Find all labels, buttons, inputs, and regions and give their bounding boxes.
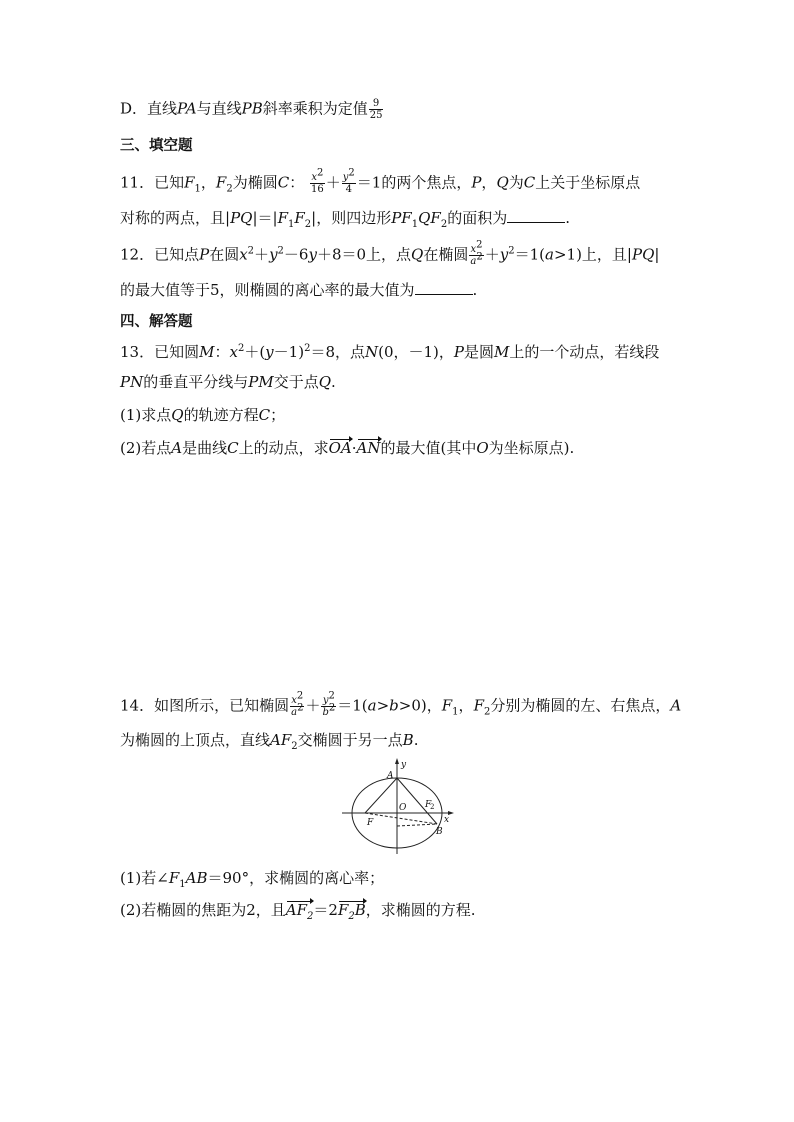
fraction-x2-a2: $\frac{x^2}{a^2}$ <box>291 690 304 718</box>
q11-line2: 对称的两点，且$|PQ|=|F_1F_2|$，则四边形$PF_1QF_2$的面积为 . <box>120 209 570 230</box>
section-heading-fill-in: 三、填空题 <box>120 138 193 154</box>
fraction-9-25: $\frac{9}{25}$ <box>369 98 383 121</box>
q12-line2: 的最大值等于5，则椭圆的离心率的最大值为 . <box>120 281 478 299</box>
answer-blank <box>507 208 565 223</box>
vector-oa: OA <box>328 439 352 457</box>
fraction-y2-4: $\frac{y^2}{4}$ <box>342 167 355 195</box>
label-f1: F <box>367 818 374 828</box>
q14-line1: 14．如图所示，已知椭圆 $\frac{x^2}{a^2}$ ＋ $\frac{y^2}{b^2}$ ＝1(a>b>0)，$F_1$，$F_2$分别为椭圆的左、右焦点，A <box>120 690 682 718</box>
q13-line1: 13．已知圆M：$x^2+(y-1)^2=8$，点N(0，－1)，P是圆M上的一个动点，若线段 <box>120 343 660 361</box>
ellipse-figure <box>340 758 460 856</box>
dashed-lower <box>397 824 437 826</box>
q13-part1: (1)求点Q的轨迹方程C； <box>120 406 286 424</box>
q13-part2: (2)若点A是曲线C上的动点，求OA·AN的最大值(其中O为坐标原点). <box>120 439 575 457</box>
q11-line1: 11．已知$F_1$，$F_2$为椭圆C： $\frac{x^2}{16}$ ＋ $\frac{y^2}{4}$ ＝1的两个焦点，P，Q为C上关于坐标原点 <box>120 167 641 195</box>
option-d: D．直线PA与直线PB斜率乘积为定值 $\frac{9}{25}$ <box>120 98 383 121</box>
label-x: x <box>444 815 450 825</box>
label-f2-sub: 2 <box>430 803 435 811</box>
label-y: y <box>401 760 407 770</box>
label-f2: F <box>425 800 432 810</box>
y-axis-arrow <box>395 758 399 764</box>
section-heading-solve: 四、解答题 <box>120 314 193 330</box>
vector-an: AN <box>356 439 381 457</box>
q13-line2: PN的垂直平分线与PM交于点Q. <box>120 373 336 391</box>
label-b: B <box>436 827 443 837</box>
q12-line1: 12．已知点P在圆$x^2+y^2-6y+8=0$上，点Q在椭圆 $\frac{x^2}{a^2}$ $+y^2=1(a>1)$上，且|PQ| <box>120 239 660 267</box>
fraction-x2-a2: $\frac{x^2}{a^2}$ <box>470 239 483 267</box>
q14-line2: 为椭圆的上顶点，直线$AF_2$交椭圆于另一点B. <box>120 731 419 752</box>
label-a: A <box>387 771 394 781</box>
fraction-y2-b2: $\frac{y^2}{b^2}$ <box>322 690 336 718</box>
vector-f2b: $F_2B$ <box>337 901 366 922</box>
vector-af2: $AF_2$ <box>285 901 314 922</box>
q14-part2: (2)若椭圆的焦距为2，且$AF_2=2F_2B$，求椭圆的方程. <box>120 901 476 922</box>
label-o: O <box>399 803 407 813</box>
dashed-f1-b <box>365 813 437 824</box>
line-f1-a <box>365 778 397 813</box>
fraction-x2-16: $\frac{x^2}{16}$ <box>311 167 324 195</box>
q14-part1: (1)若$\angle F_1AB=90^\circ$，求椭圆的离心率； <box>120 869 385 890</box>
answer-blank <box>415 280 473 295</box>
